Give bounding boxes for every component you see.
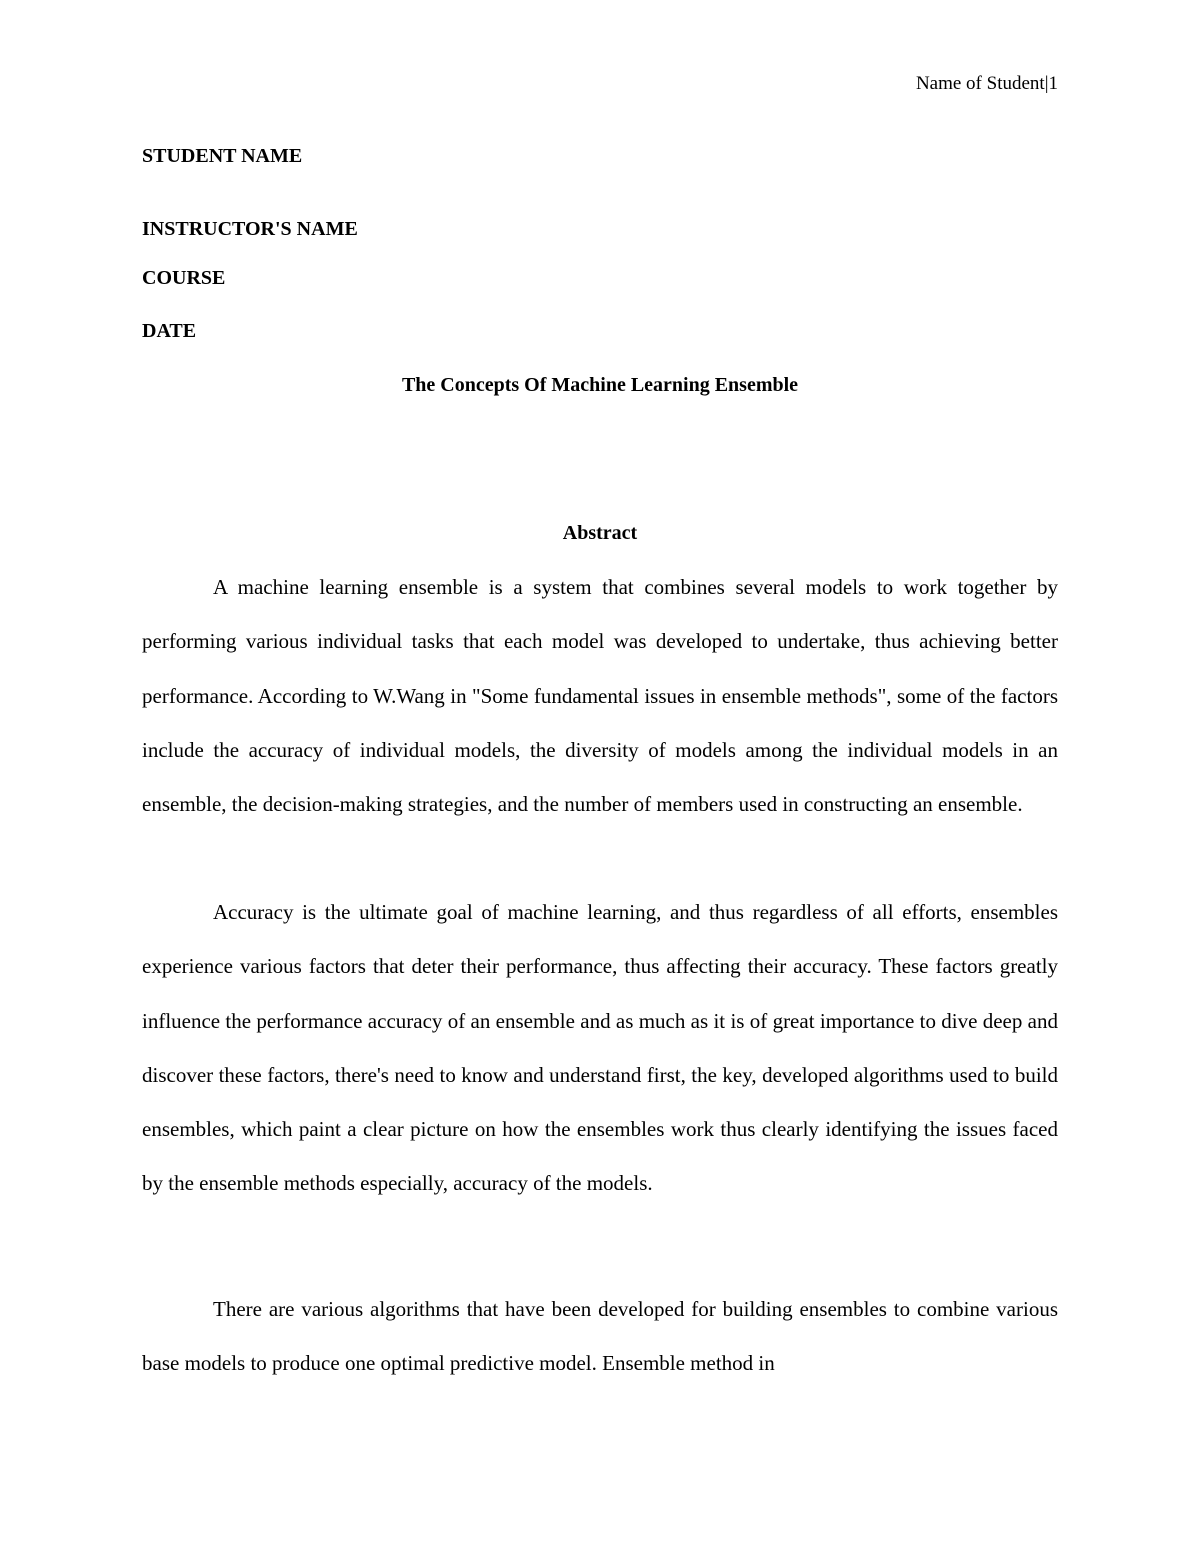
abstract-paragraph-3: There are various algorithms that have been developed for building ensembles to combine various base models to produce one optimal predictive model. Ensemble method in bbox=[142, 1297, 1058, 1376]
running-head: Name of Student|1 bbox=[915, 73, 1058, 94]
student-name: STUDENT NAME bbox=[142, 145, 303, 167]
date: DATE bbox=[142, 320, 197, 342]
abstract-paragraph-1: A machine learning ensemble is a system that combines several models to work together by performing various individual tasks that each model was developed to undertake, thus achieving better performance. According to W.Wang in "Some fundamental issues in ensemble methods", some of the factors include the accuracy of individual models, the diversity of models among the individual models in an ensemble, the decision-making strategies, and the number of members used in constructing an ensemble. bbox=[142, 575, 1058, 817]
paper-title: The Concepts Of Machine Learning Ensemble bbox=[401, 374, 799, 396]
abstract-paragraph-2: Accuracy is the ultimate goal of machine learning, and thus regardless of all efforts, ensembles experience various factors that deter their performance, thus affecting their accuracy. These factors greatly influence the performance accuracy of an ensemble and as much as it is of great importance to dive deep and discover these factors, there's need to know and understand first, the key, developed algorithms used to build ensembles, which paint a clear picture on how the ensembles work thus clearly identifying the issues faced by the ensemble methods especially, accuracy of the models. bbox=[142, 900, 1058, 1196]
abstract-heading: Abstract bbox=[562, 522, 638, 544]
instructor-name: INSTRUCTOR'S NAME bbox=[142, 218, 358, 240]
course: COURSE bbox=[142, 267, 226, 289]
